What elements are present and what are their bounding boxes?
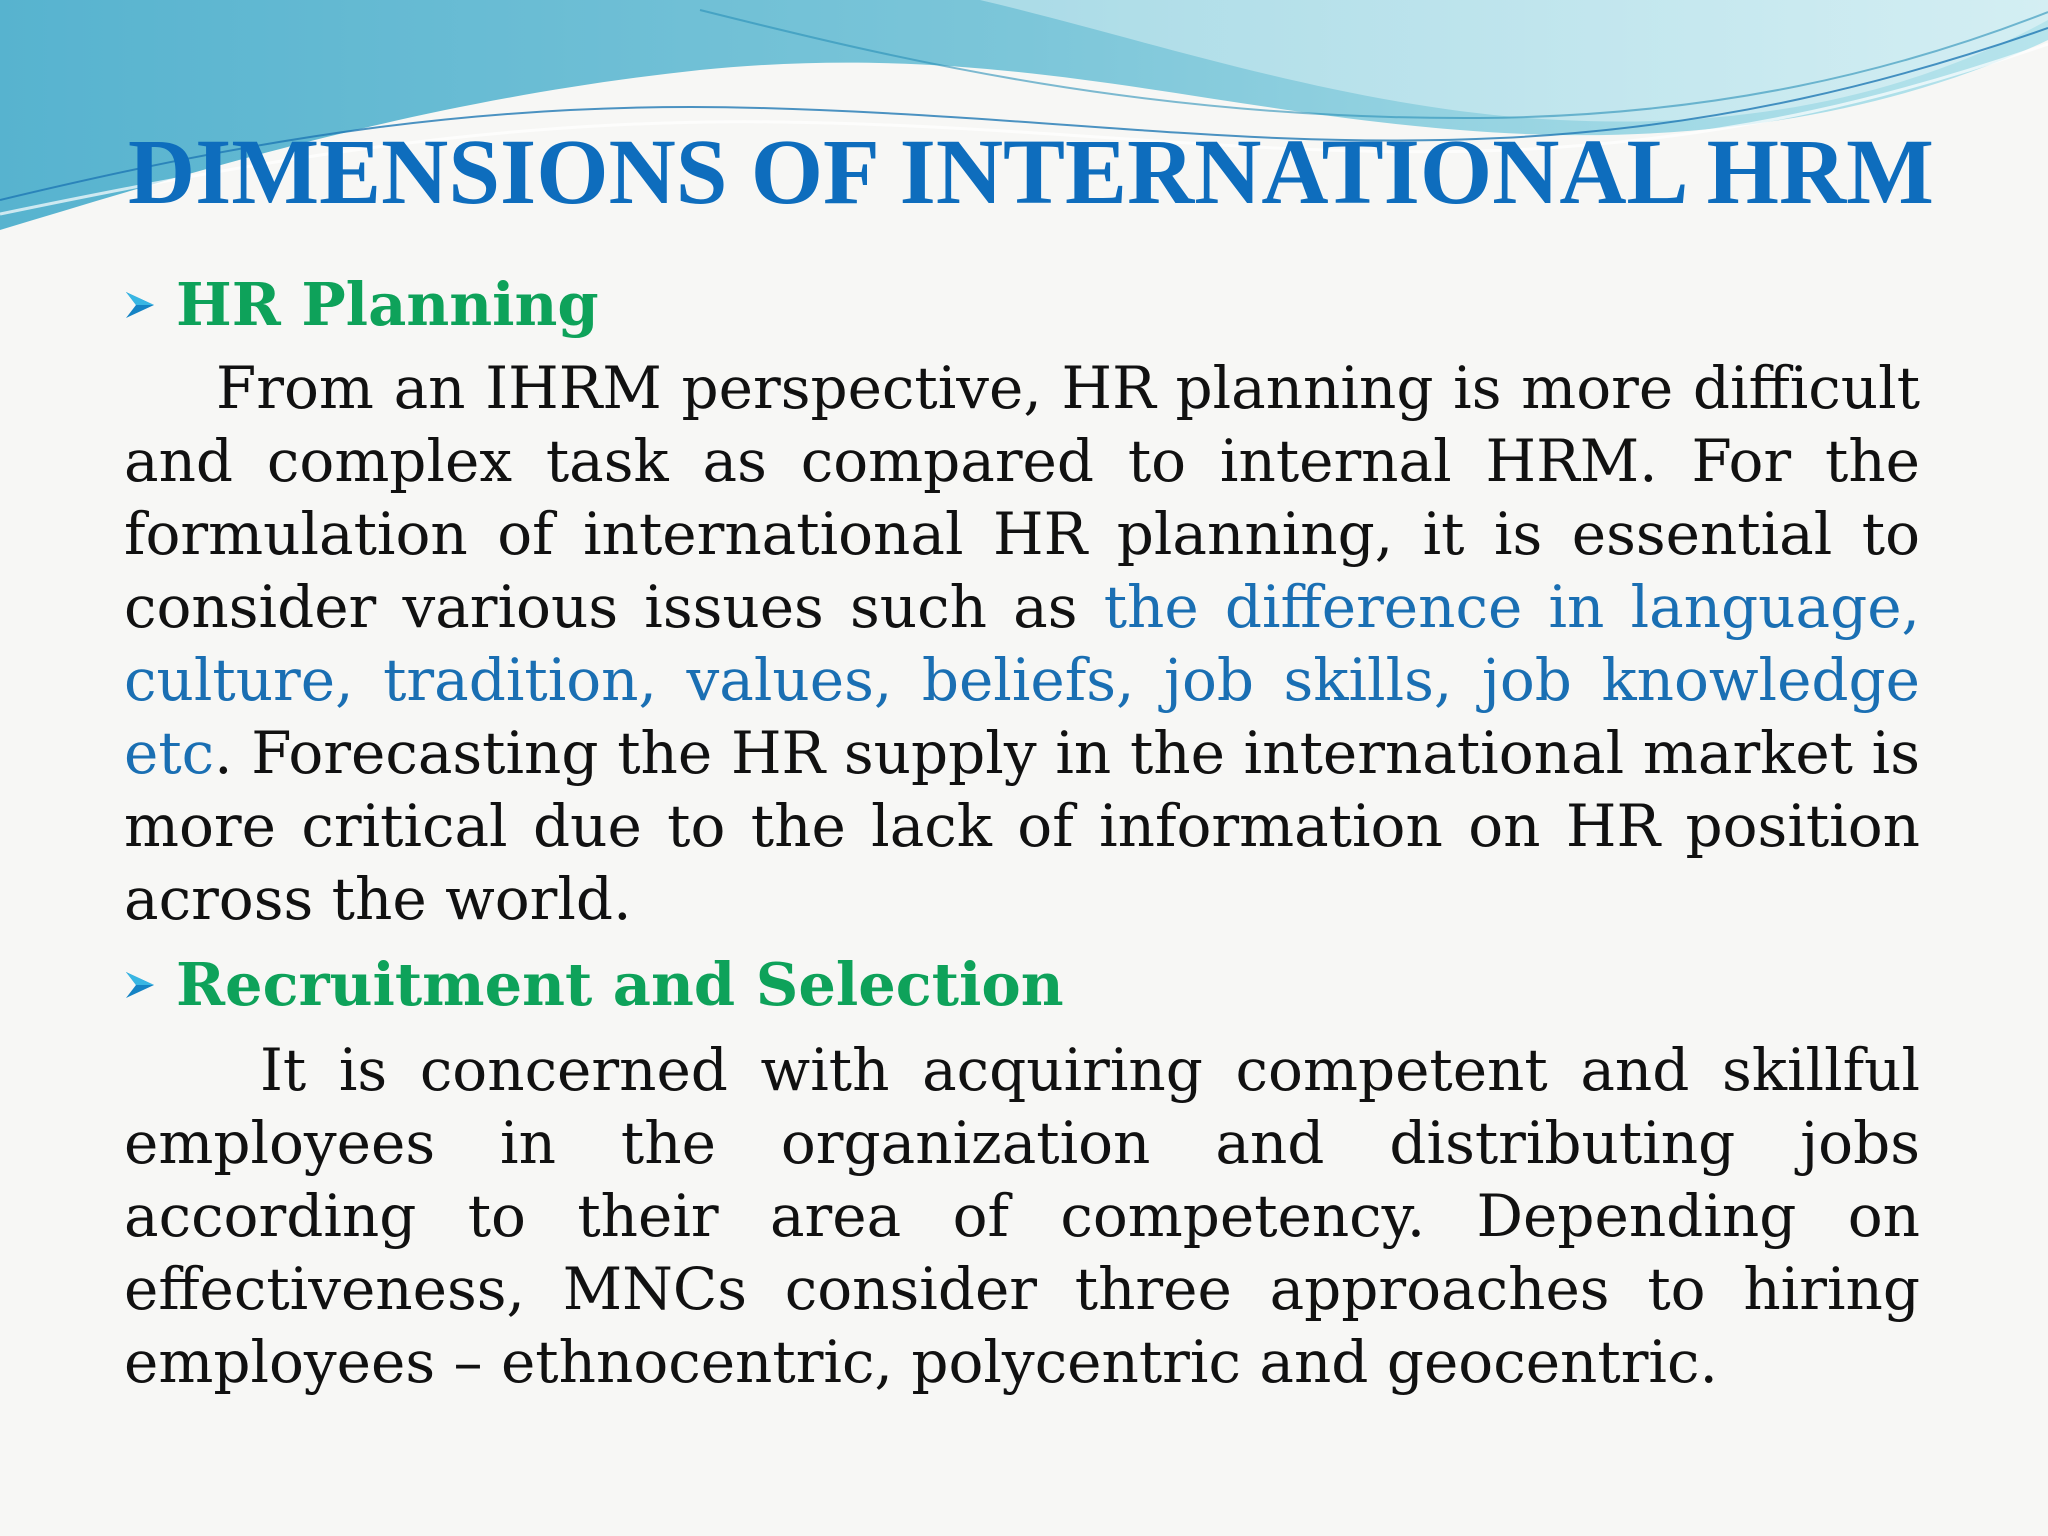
bullet-recruitment-selection — [124, 948, 1920, 1022]
section-paragraph — [124, 352, 1920, 936]
paragraph-text: From an IHRM perspective, HR planning is more difficult and complex task as compared to internal HRM. For the formulation of international HR planning, it is essential to consider various issues such as — [124, 354, 1920, 641]
section-heading: HR Planning — [176, 270, 599, 339]
paragraph-text: . Forecasting the HR supply in the international market is more critical due to the lack of information on HR position across the world. — [124, 719, 1920, 933]
section-paragraph — [124, 1034, 1920, 1399]
paragraph-text: It is concerned with acquiring competent and skillful employees in the organization and distributing jobs according to their area of competency. Depending on effectiveness, MNCs consider three approaches to hiring employees – ethnocentric, polycentric and geocentric. — [124, 1036, 1920, 1396]
highlighted-text: the difference in language, culture, tradition, values, beliefs, job skills, job knowledge etc — [124, 573, 1920, 787]
arrow-bullet-icon — [124, 970, 176, 1000]
arrow-bullet-icon — [124, 290, 176, 320]
section-heading: Recruitment and Selection — [176, 950, 1064, 1019]
bullet-hr-planning — [124, 268, 1920, 342]
slide-content — [124, 268, 1920, 1399]
slide-title: DIMENSIONS OF INTERNATIONAL HRM — [128, 121, 1934, 224]
